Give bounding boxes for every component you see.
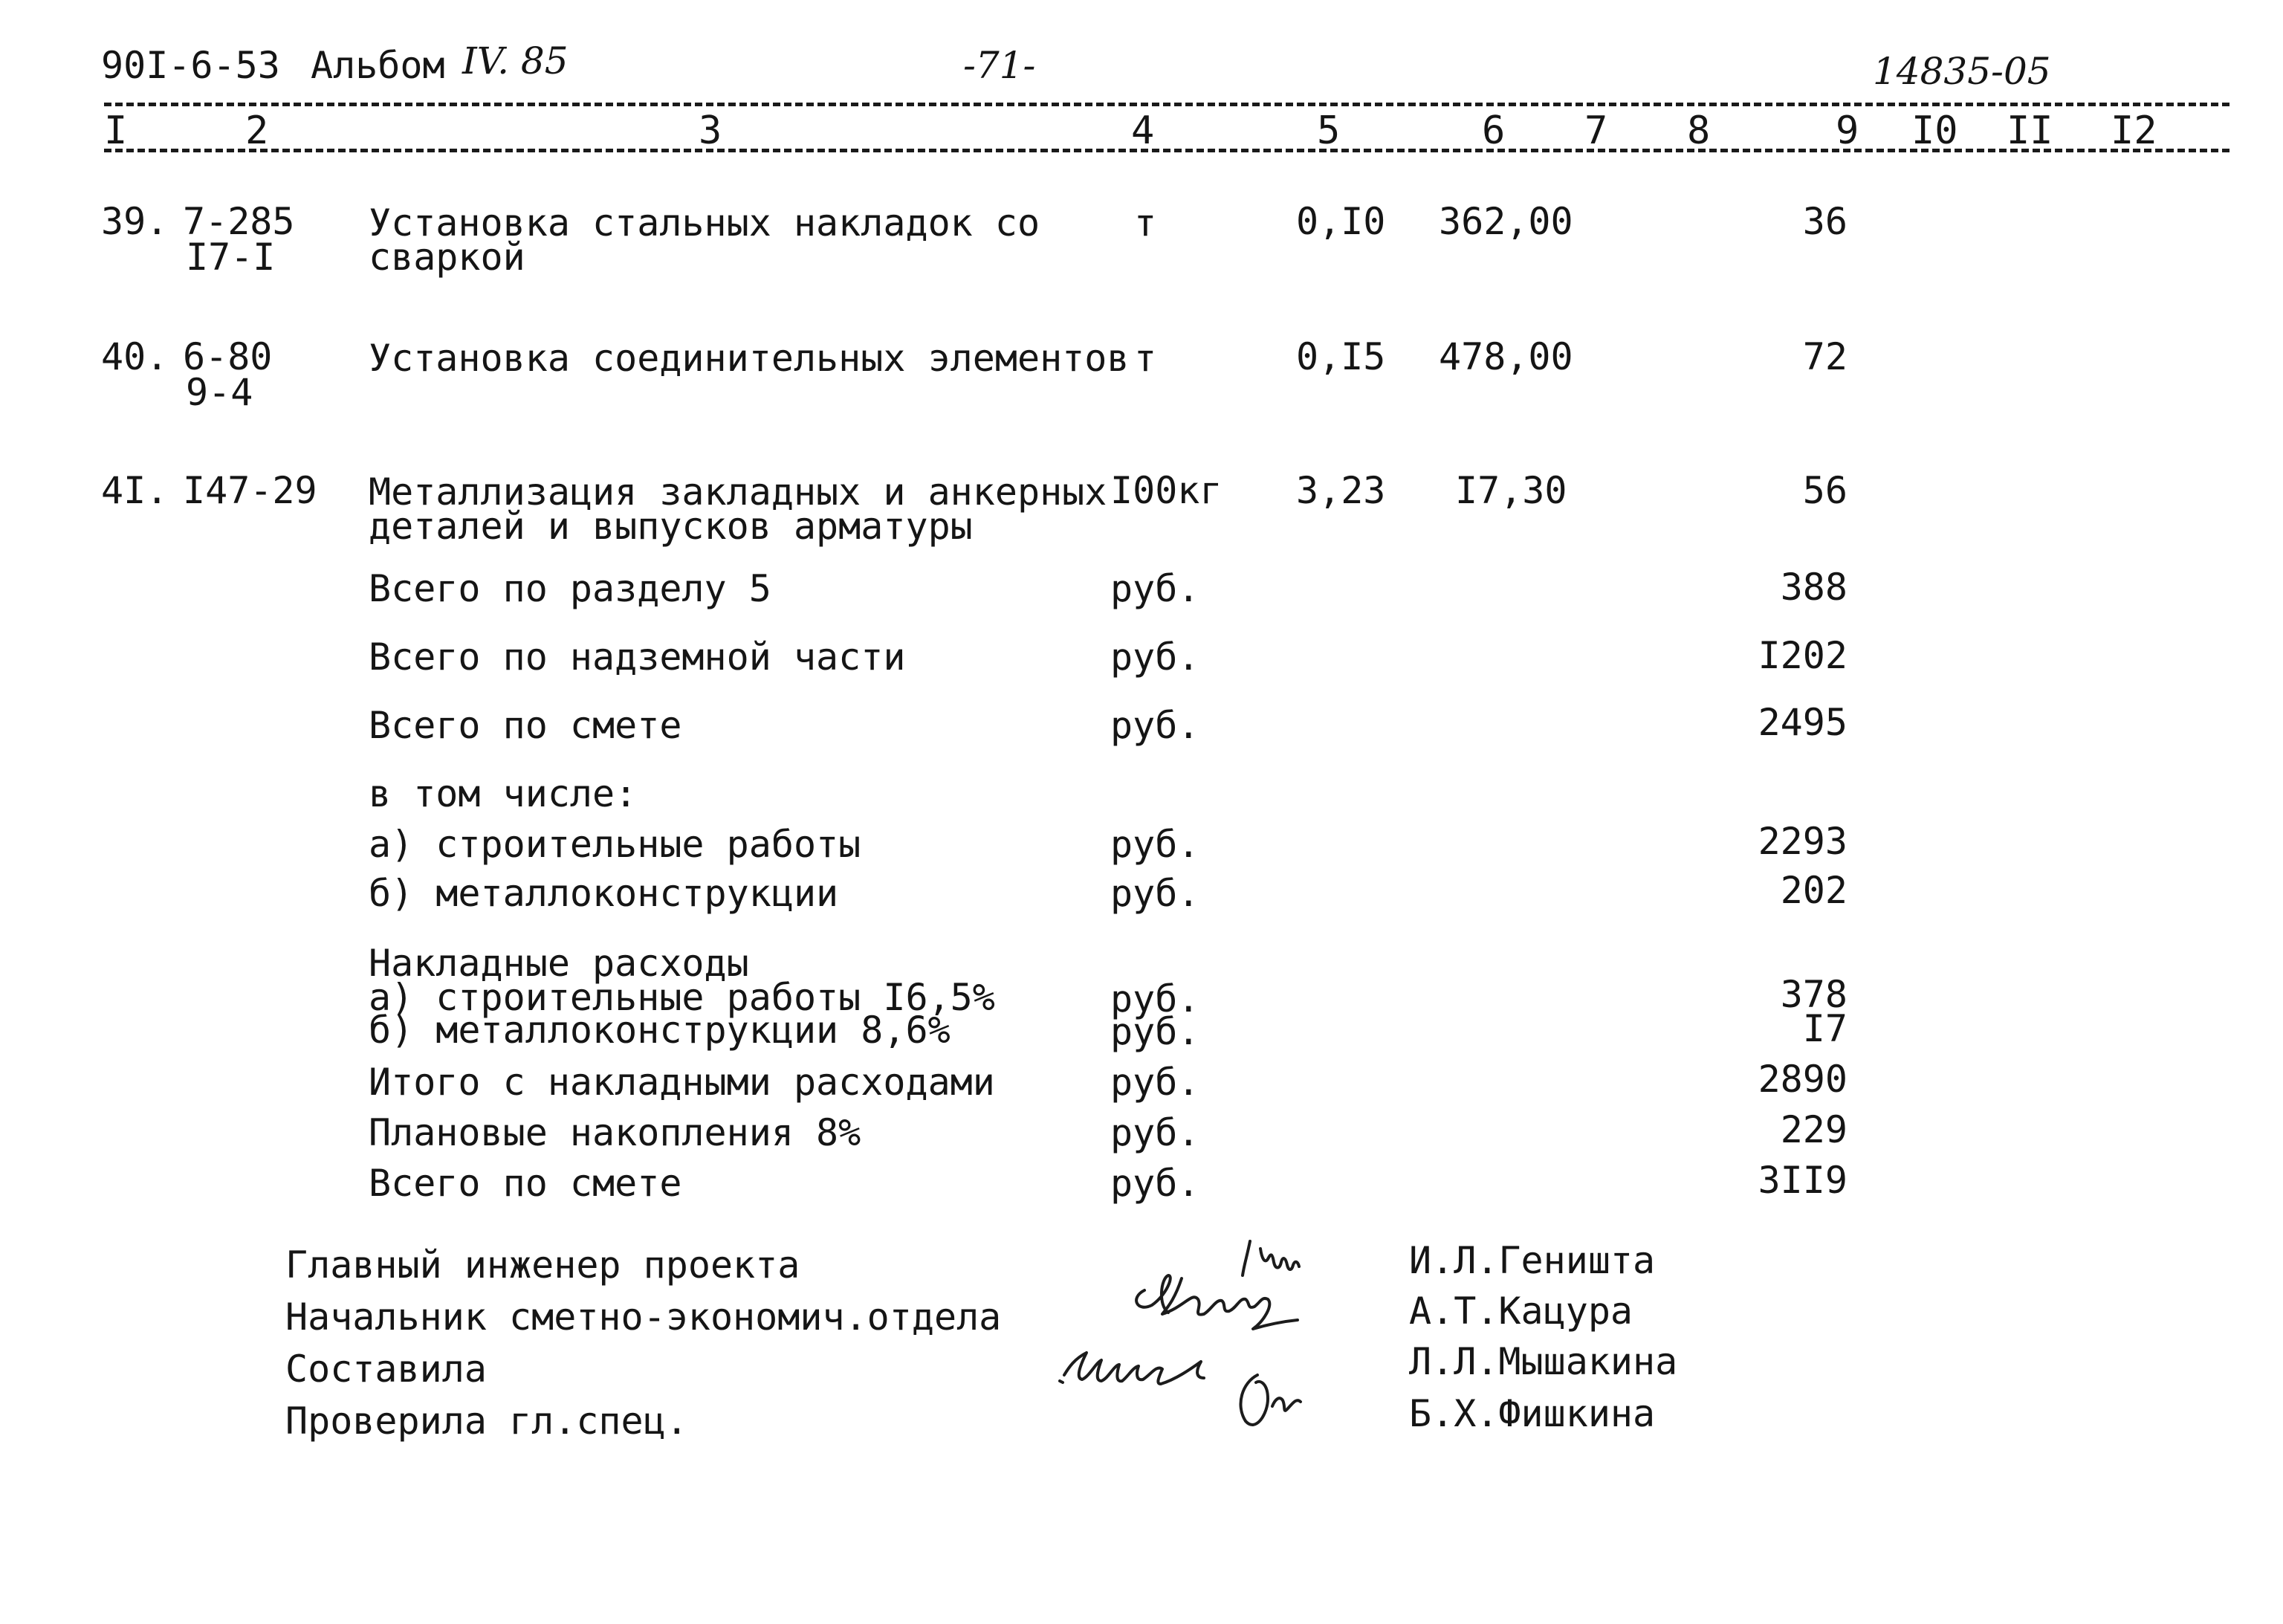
column-number-12: I2	[2111, 109, 2157, 153]
row-code: 7-285	[183, 200, 295, 243]
summary-label: б) металлоконструкции	[369, 872, 839, 915]
row-unit: т	[1134, 201, 1157, 245]
column-number-9: 9	[1836, 109, 1859, 153]
signatory-name: И.Л.Геништа	[1409, 1239, 1656, 1282]
column-number-4: 4	[1131, 109, 1155, 153]
summary-label: Всего по надземной части	[369, 635, 906, 679]
summary-subheading: Накладные расходы	[369, 942, 749, 985]
column-number-11: II	[2007, 109, 2053, 153]
signatory-name: А.Т.Кацура	[1409, 1290, 1633, 1333]
signatory-name: Л.Л.Мышакина	[1409, 1340, 1678, 1383]
row-quantity: 0,I0	[1296, 200, 1386, 243]
summary-unit: руб.	[1110, 872, 1200, 915]
summary-unit: руб.	[1110, 1111, 1200, 1154]
row-unit: I00кг	[1110, 469, 1223, 512]
page-number: -71-	[963, 44, 1036, 87]
album-label: Альбом	[311, 44, 445, 87]
summary-label: а) строительные работы	[369, 823, 861, 866]
row-description-continued: сваркой	[369, 236, 525, 279]
row-unit: т	[1134, 337, 1157, 380]
summary-unit: руб.	[1110, 1010, 1200, 1053]
row-code-secondary: 9-4	[186, 371, 253, 414]
summary-value: 3II9	[1758, 1159, 1848, 1202]
summary-value: 2495	[1758, 701, 1848, 744]
row-unit-price: 362,00	[1439, 200, 1573, 243]
summary-subheading: в том числе:	[369, 772, 638, 815]
column-number-1: I	[104, 109, 128, 153]
column-number-10: I0	[1911, 109, 1958, 153]
row-description: Установка соединительных элементов	[369, 337, 1130, 380]
column-number-3: 3	[699, 109, 722, 153]
signatory-name: Б.Х.Фишкина	[1409, 1392, 1656, 1435]
summary-value: 378	[1780, 973, 1848, 1016]
row-number: 39.	[101, 200, 169, 243]
album-number: IV. 85	[462, 39, 569, 83]
row-unit-price: I7,30	[1455, 469, 1567, 512]
row-quantity: 3,23	[1296, 469, 1386, 512]
summary-value: I202	[1758, 634, 1848, 677]
summary-label: Итого с накладными расходами	[369, 1061, 995, 1104]
summary-value: 229	[1780, 1108, 1848, 1151]
summary-label: Плановые накопления 8%	[369, 1111, 861, 1154]
summary-unit: руб.	[1110, 823, 1200, 866]
summary-value: I7	[1802, 1007, 1848, 1050]
row-total: 36	[1802, 200, 1848, 243]
summary-unit: руб.	[1110, 1162, 1200, 1205]
summary-unit: руб.	[1110, 567, 1200, 610]
signatory-role: Проверила гл.спец.	[285, 1400, 688, 1443]
document-number: 14835-05	[1873, 50, 2051, 93]
header-rule-bottom	[104, 149, 2229, 152]
row-code: 6-80	[183, 335, 273, 378]
column-number-8: 8	[1687, 109, 1711, 153]
summary-value: 202	[1780, 869, 1848, 912]
row-total: 56	[1802, 469, 1848, 512]
summary-unit: руб.	[1110, 704, 1200, 747]
column-number-7: 7	[1584, 109, 1608, 153]
series-code: 90I-6-53	[101, 44, 280, 87]
row-number: 40.	[101, 335, 169, 378]
row-description: Установка стальных накладок со	[369, 201, 1040, 245]
summary-label: а) строительные работы I6,5%	[369, 976, 995, 1019]
row-quantity: 0,I5	[1296, 335, 1386, 378]
summary-label: б) металлоконструкции 8,6%	[369, 1009, 951, 1052]
row-number: 4I.	[101, 469, 169, 512]
summary-value: 2293	[1758, 820, 1848, 863]
summary-label: Всего по разделу 5	[369, 567, 771, 610]
column-number-6: 6	[1482, 109, 1506, 153]
header-rule-top	[104, 103, 2229, 106]
signatory-role: Составила	[285, 1348, 487, 1391]
summary-unit: руб.	[1110, 1061, 1200, 1104]
handwritten-signatures	[1055, 1219, 1412, 1457]
summary-unit: руб.	[1110, 977, 1200, 1020]
column-number-5: 5	[1317, 109, 1341, 153]
row-description: Металлизация закладных и анкерных	[369, 470, 1107, 514]
row-description-continued: деталей и выпусков арматуры	[369, 505, 973, 548]
row-total: 72	[1802, 335, 1848, 378]
summary-unit: руб.	[1110, 635, 1200, 679]
row-unit-price: 478,00	[1439, 335, 1573, 378]
column-number-2: 2	[245, 109, 269, 153]
signatory-role: Начальник сметно-экономич.отдела	[285, 1295, 1002, 1339]
signatory-role: Главный инженер проекта	[285, 1243, 800, 1287]
summary-value: 2890	[1758, 1058, 1848, 1101]
row-code: I47-29	[183, 469, 317, 512]
summary-label: Всего по смете	[369, 1162, 682, 1205]
row-code-secondary: I7-I	[186, 236, 276, 279]
summary-label: Всего по смете	[369, 704, 682, 747]
summary-value: 388	[1780, 566, 1848, 609]
